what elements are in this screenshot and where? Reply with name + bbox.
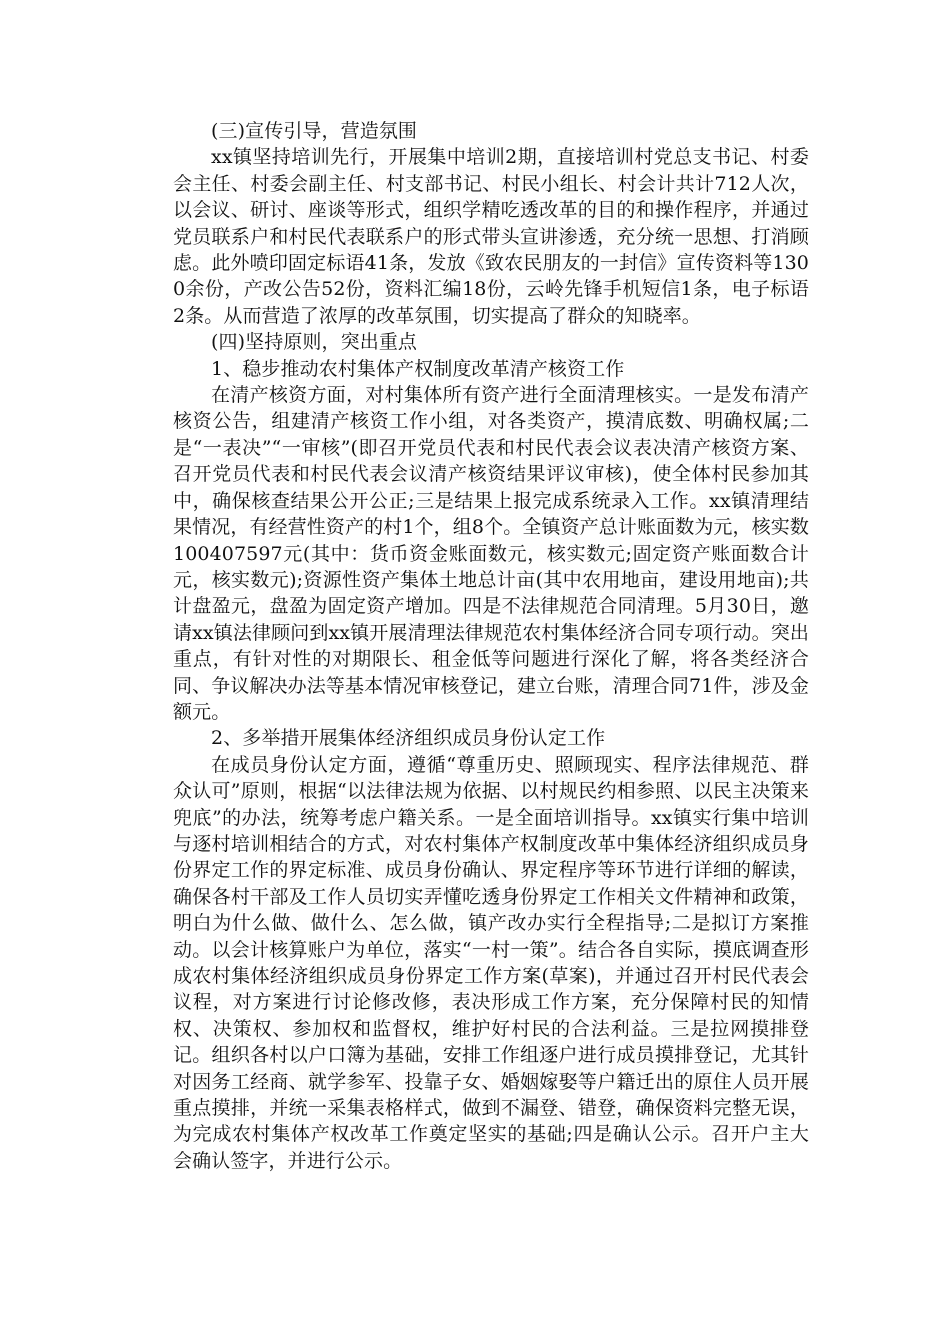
subheading-asset-verification: 1、稳步推动农村集体产权制度改革清产核资工作: [211, 357, 625, 380]
paragraph-asset-verification: 在清产核资方面，对村集体所有资产进行全面清理核实。一是发布清产核资公告，组建清产核资工作小组，对各类资产，摸清底数、明确权属;二是“一表决”“一审核”(即召开党员代表和村民代表会议表决清产核资方案、召开党员代表和村民代表会议清产核资结果评议审核)，使全体村民参加其中，确保核查结果公开公正;三是结果上报完成系统录入工作。xx镇清理结果情况，有经营性资产的村1个，组8个。全镇资产总计账面数为元，核实数100407597元(其中：货币资金账面数元，核实数元;固定资产账面数合计元，核实数元);资源性资产集体土地总计亩(其中农用地亩，建设用地亩);共计盘盈元，盘盈为固定资产增加。四是不法律规范合同清理。5月30日，邀请xx镇法律顾问到xx镇开展清理法律规范农村集体经济合同专项行动。突出重点，有针对性的对期限长、租金低等问题进行深化了解，将各类经济合同、争议解决办法等基本情况审核登记，建立台账，清理合同71件，涉及金额元。: [173, 384, 809, 723]
section-heading-principles: (四)坚持原则，突出重点: [211, 331, 418, 354]
document-page: [173, 118, 809, 1174]
paragraph-member-identification: 在成员身份认定方面，遵循“尊重历史、照顾现实、程序法律规范、群众认可”原则，根据“以法律法规为依据、以村规民约相参照、以民主决策来兜底”的办法，统筹考虑户籍关系。一是全面培训指导。xx镇实行集中培训与逐村培训相结合的方式，对农村集体产权制度改革中集体经济组织成员身份界定工作的界定标准、成员身份确认、界定程序等环节进行详细的解读，确保各村干部及工作人员切实弄懂吃透身份界定工作相关文件精神和政策，明白为什么做、做什么、怎么做，镇产改办实行全程指导;二是拟订方案推动。以会计核算账户为单位，落实“一村一策”。结合各自实际，摸底调查形成农村集体经济组织成员身份界定工作方案(草案)，并通过召开村民代表会议程，对方案进行讨论修改修，表决形成工作方案，充分保障村民的知情权、决策权、参加权和监督权，维护好村民的合法利益。三是拉网摸排登记。组织各村以户口簿为基础，安排工作组逐户进行成员摸排登记，尤其针对因务工经商、就学参军、投靠子女、婚姻嫁娶等户籍迁出的原住人员开展重点摸排，并统一采集表格样式，做到不漏登、错登，确保资料完整无误，为完成农村集体产权改革工作奠定坚实的基础;四是确认公示。召开户主大会确认签字，并进行公示。: [173, 753, 809, 1172]
subheading-member-identification: 2、多举措开展集体经济组织成员身份认定工作: [211, 727, 606, 750]
section-heading-publicity: (三)宣传引导，营造氛围: [211, 120, 418, 142]
paragraph-publicity: xx镇坚持培训先行，开展集中培训2期，直接培训村党总支书记、村委会主任、村委会副主任、村支部书记、村民小组长、村会计共计712人次，以会议、研讨、座谈等形式，组织学精吃透改革的目的和操作程序，并通过党员联系户和村民代表联系户的形式带头宣讲渗透，充分统一思想、打消顾虑。此外喷印固定标语41条，发放《致农民朋友的一封信》宣传资料等1300余份，产改公告52份，资料汇编18份，云岭先锋手机短信1条，电子标语2条。从而营造了浓厚的改革氛围，切实提高了群众的知晓率。: [173, 146, 809, 327]
